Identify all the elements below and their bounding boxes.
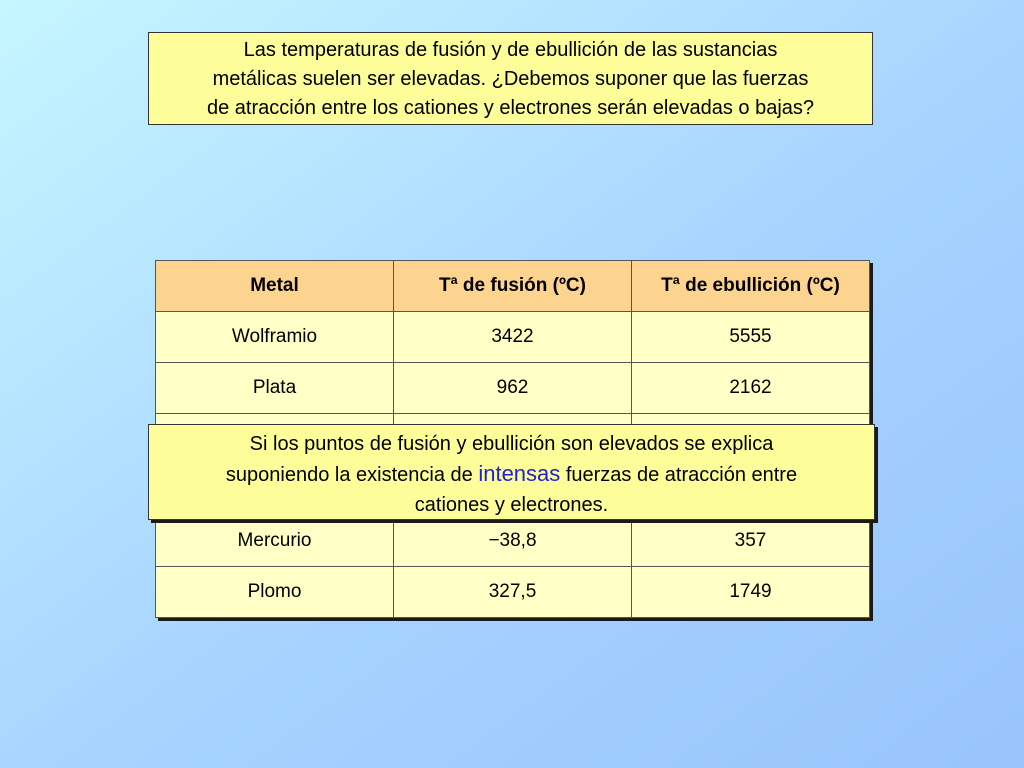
answer-line: [149, 459, 874, 490]
table-row: [156, 567, 870, 618]
melting-point: 327,5: [394, 567, 632, 618]
melting-point: −38,8: [394, 516, 632, 567]
header-metal: Metal: [156, 261, 394, 312]
metal-name: Plata: [156, 363, 394, 414]
question-box: [148, 32, 873, 125]
table-header-row: [156, 261, 870, 312]
table-row: [156, 312, 870, 363]
answer-text: suponiendo la existencia de: [225, 464, 479, 486]
answer-text: fuerzas de atracción entre: [560, 464, 798, 486]
highlight-word: intensas: [478, 461, 561, 486]
answer-line: Si los puntos de fusión y ebullición son elevados se explica: [249, 433, 774, 455]
table-row: [156, 516, 870, 567]
boiling-point: 5555: [632, 312, 870, 363]
metal-name: Wolframio: [156, 312, 394, 363]
question-line: metálicas suelen ser elevadas. ¿Debemos suponer que las fuerzas: [212, 68, 809, 90]
melting-point: 3422: [394, 312, 632, 363]
answer-line: cationes y electrones.: [414, 494, 609, 516]
boiling-point: 1749: [632, 567, 870, 618]
boiling-point: 2162: [632, 363, 870, 414]
answer-box: [148, 424, 875, 520]
header-melting-point: Tª de fusión (ºC): [394, 261, 632, 312]
metal-name: Plomo: [156, 567, 394, 618]
metal-name: Mercurio: [156, 516, 394, 567]
table-row: [156, 363, 870, 414]
question-line: de atracción entre los cationes y electrones serán elevadas o bajas?: [206, 97, 815, 119]
boiling-point: 357: [632, 516, 870, 567]
question-line: Las temperaturas de fusión y de ebullición de las sustancias: [243, 39, 778, 61]
header-boiling-point: Tª de ebullición (ºC): [632, 261, 870, 312]
melting-point: 962: [394, 363, 632, 414]
